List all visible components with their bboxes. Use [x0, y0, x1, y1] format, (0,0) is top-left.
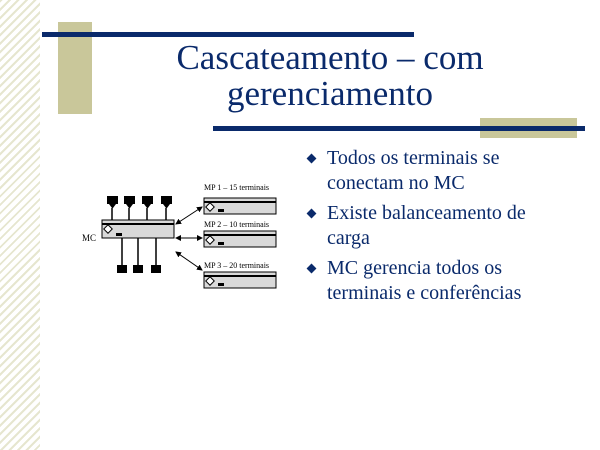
- diamond-bullet-icon: [307, 264, 317, 274]
- diamond-bullet-icon: [307, 154, 317, 164]
- terminal-icon: [151, 238, 161, 273]
- terminal-icon: [117, 238, 127, 273]
- mp2-device: [204, 231, 276, 247]
- terminal-icon: [133, 238, 143, 273]
- bullet-list: [305, 146, 560, 311]
- terminal-icon: [142, 196, 153, 220]
- terminal-icon: [161, 196, 172, 220]
- terminal-icon: [107, 196, 118, 220]
- bullet-text: Todos os terminais se conectam no MC: [327, 147, 500, 194]
- bullet-item: [305, 256, 560, 306]
- diamond-bullet-icon: [307, 209, 317, 219]
- mc-label: MC: [82, 233, 97, 243]
- mp3-label: MP 3 – 20 terminais: [204, 261, 270, 270]
- mc-device: [102, 220, 174, 238]
- title-rule-bottom: [213, 126, 585, 131]
- decorative-stripes: [0, 0, 40, 450]
- arrow-mp1: [176, 207, 202, 224]
- title-line-1: Cascateamento – com: [176, 38, 484, 77]
- arrow-mp3: [176, 252, 202, 270]
- slide-title: [110, 40, 550, 112]
- cascading-diagram: [80, 180, 300, 295]
- bullet-text: Existe balanceamento de carga: [327, 202, 526, 249]
- mp1-device: [204, 198, 276, 214]
- bullet-item: [305, 201, 560, 251]
- terminal-icon: [124, 196, 135, 220]
- mp3-device: [204, 272, 276, 288]
- title-line-2: gerenciamento: [226, 74, 433, 113]
- mp2-label: MP 2 – 10 terminais: [204, 220, 270, 229]
- mp1-label: MP 1 – 15 terminais: [204, 183, 270, 192]
- bullet-text: MC gerencia todos os terminais e conferências: [327, 257, 522, 304]
- bullet-item: [305, 146, 560, 196]
- title-rule-top: [42, 32, 414, 37]
